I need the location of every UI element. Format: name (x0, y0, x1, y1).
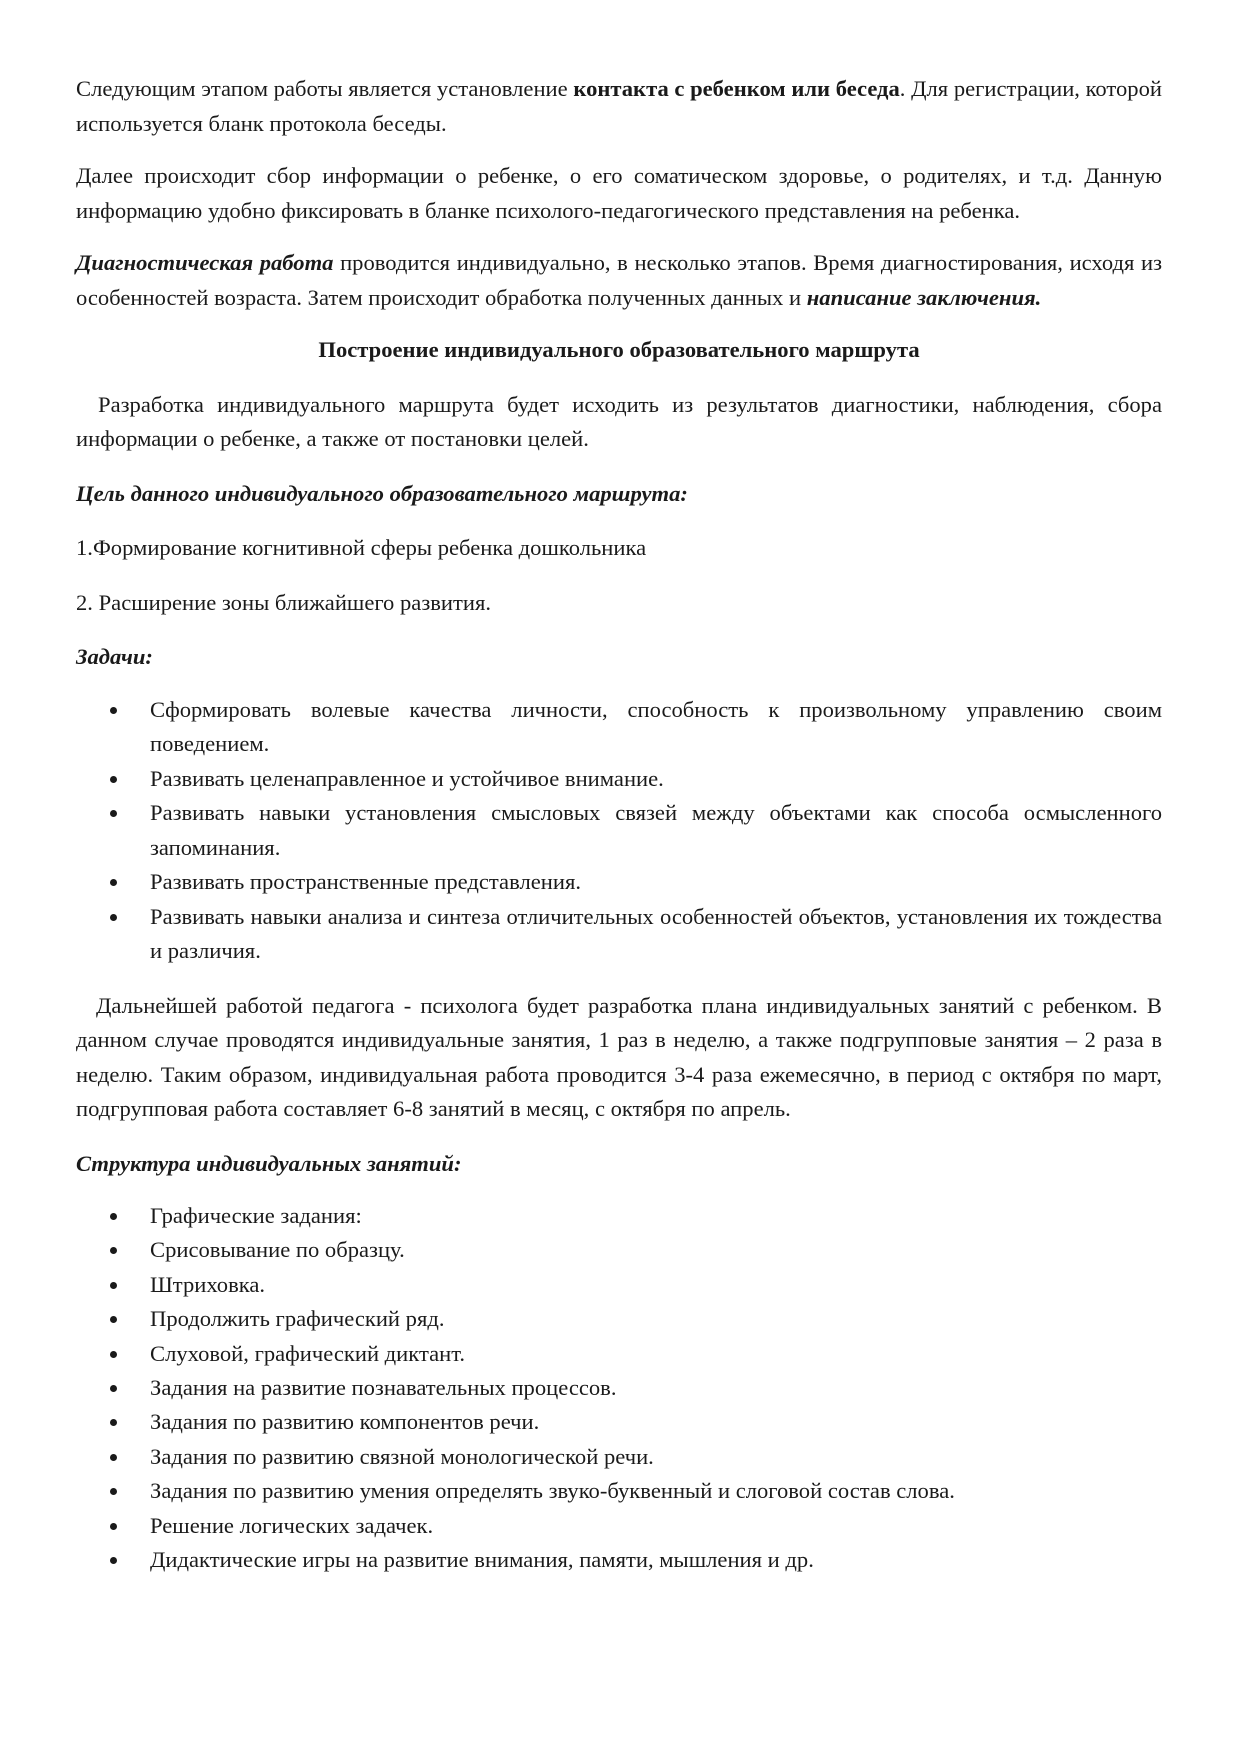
tasks-list (76, 693, 1162, 969)
bullet-icon (110, 1419, 117, 1426)
goal-item: 2. Расширение зоны ближайшего развития. (76, 589, 492, 615)
diagnostic-lead: Диагностическая работа (76, 250, 334, 275)
conclusion-phrase: написание заключения. (806, 284, 1042, 310)
paragraph-diagnostic: Диагностическая работа проводится индивидуально, в несколько этапов. Время диагностирования, исходя из особенностей возраста. Затем происходит обработка полученных данных и написание заключения. (76, 250, 1162, 310)
structure-title: Структура индивидуальных занятий: (76, 1150, 462, 1176)
bullet-icon (110, 1282, 117, 1289)
bullet-icon (110, 1213, 117, 1220)
list-item: Задания по развитию компонентов речи. (76, 1405, 1162, 1439)
list-item: Задания по развитию связной монологической речи. (76, 1440, 1162, 1474)
bullet-icon (110, 1385, 117, 1392)
list-item: Срисовывание по образцу. (76, 1233, 1162, 1267)
goal-item: 1.Формирование когнитивной сферы ребенка дошкольника (76, 535, 647, 560)
bullet-icon (110, 810, 117, 817)
bullet-icon (110, 1523, 117, 1530)
list-item: Развивать навыки установления смысловых связей между объектами как способа осмысленного запоминания. (76, 796, 1162, 865)
tasks-title: Задачи: (76, 644, 153, 669)
structure-list (76, 1199, 1162, 1577)
bullet-icon (110, 776, 117, 783)
bullet-icon (110, 914, 117, 921)
list-item: Продолжить графический ряд. (76, 1302, 1162, 1336)
list-item: Дидактические игры на развитие внимания, памяти, мышления и др. (76, 1543, 1162, 1577)
bullet-icon (110, 1247, 117, 1254)
list-item: Развивать навыки анализа и синтеза отличительных особенностей объектов, установления их тождества и различия. (76, 900, 1162, 969)
paragraph-route: Разработка индивидуального маршрута будет исходить из результатов диагностики, наблюдения, сбора информации о ребенке, а также от постановки целей. (76, 391, 1162, 451)
bold-phrase: контакта с ребенком или беседа (573, 76, 900, 101)
list-item: Задания на развитие познавательных процессов. (76, 1371, 1162, 1405)
list-item: Штриховка. (76, 1268, 1162, 1302)
list-item: Задания по развитию умения определять звуко-буквенный и слоговой состав слова. (76, 1474, 1162, 1508)
bullet-icon (110, 1316, 117, 1323)
list-item: Развивать пространственные представления. (76, 865, 1162, 900)
list-item: Развивать целенаправленное и устойчивое внимание. (76, 762, 1162, 797)
list-item: Слуховой, графический диктант. (76, 1337, 1162, 1371)
bullet-icon (110, 1488, 117, 1495)
bullet-icon (110, 879, 117, 886)
paragraph-contact: Следующим этапом работы является установление контакта с ребенком или беседа. Для регистрации, которой используется бланк протокола беседы. (76, 76, 1162, 136)
list-item: Графические задания: (76, 1199, 1162, 1233)
bullet-icon (110, 707, 117, 714)
paragraph-info: Далее происходит сбор информации о ребенке, о его соматическом здоровье, о родителях, и т.д. Данную информацию удобно фиксировать в бланке психолого-педагогического представления на ребенка. (76, 163, 1162, 223)
paragraph-plan: Дальнейшей работой педагога - психолога будет разработка плана индивидуальных занятий с ребенком. В данном случае проводятся индивидуальные занятия, 1 раз в неделю, а также подгрупповые занятия – 2 раза в неделю. Таким образом, индивидуальная работа проводится 3-4 раза ежемесячно, в период с октября по март, подгрупповая работа составляет 6-8 занятий в месяц, с октября по апрель. (76, 992, 1162, 1121)
section-heading: Построение индивидуального образовательного маршрута (318, 337, 920, 362)
list-item: Решение логических задачек. (76, 1509, 1162, 1543)
goal-title: Цель данного индивидуального образовательного маршрута: (76, 480, 688, 506)
bullet-icon (110, 1454, 117, 1461)
list-item: Сформировать волевые качества личности, способность к произвольному управлению своим поведением. (76, 693, 1162, 762)
bullet-icon (110, 1557, 117, 1564)
bullet-icon (110, 1351, 117, 1358)
